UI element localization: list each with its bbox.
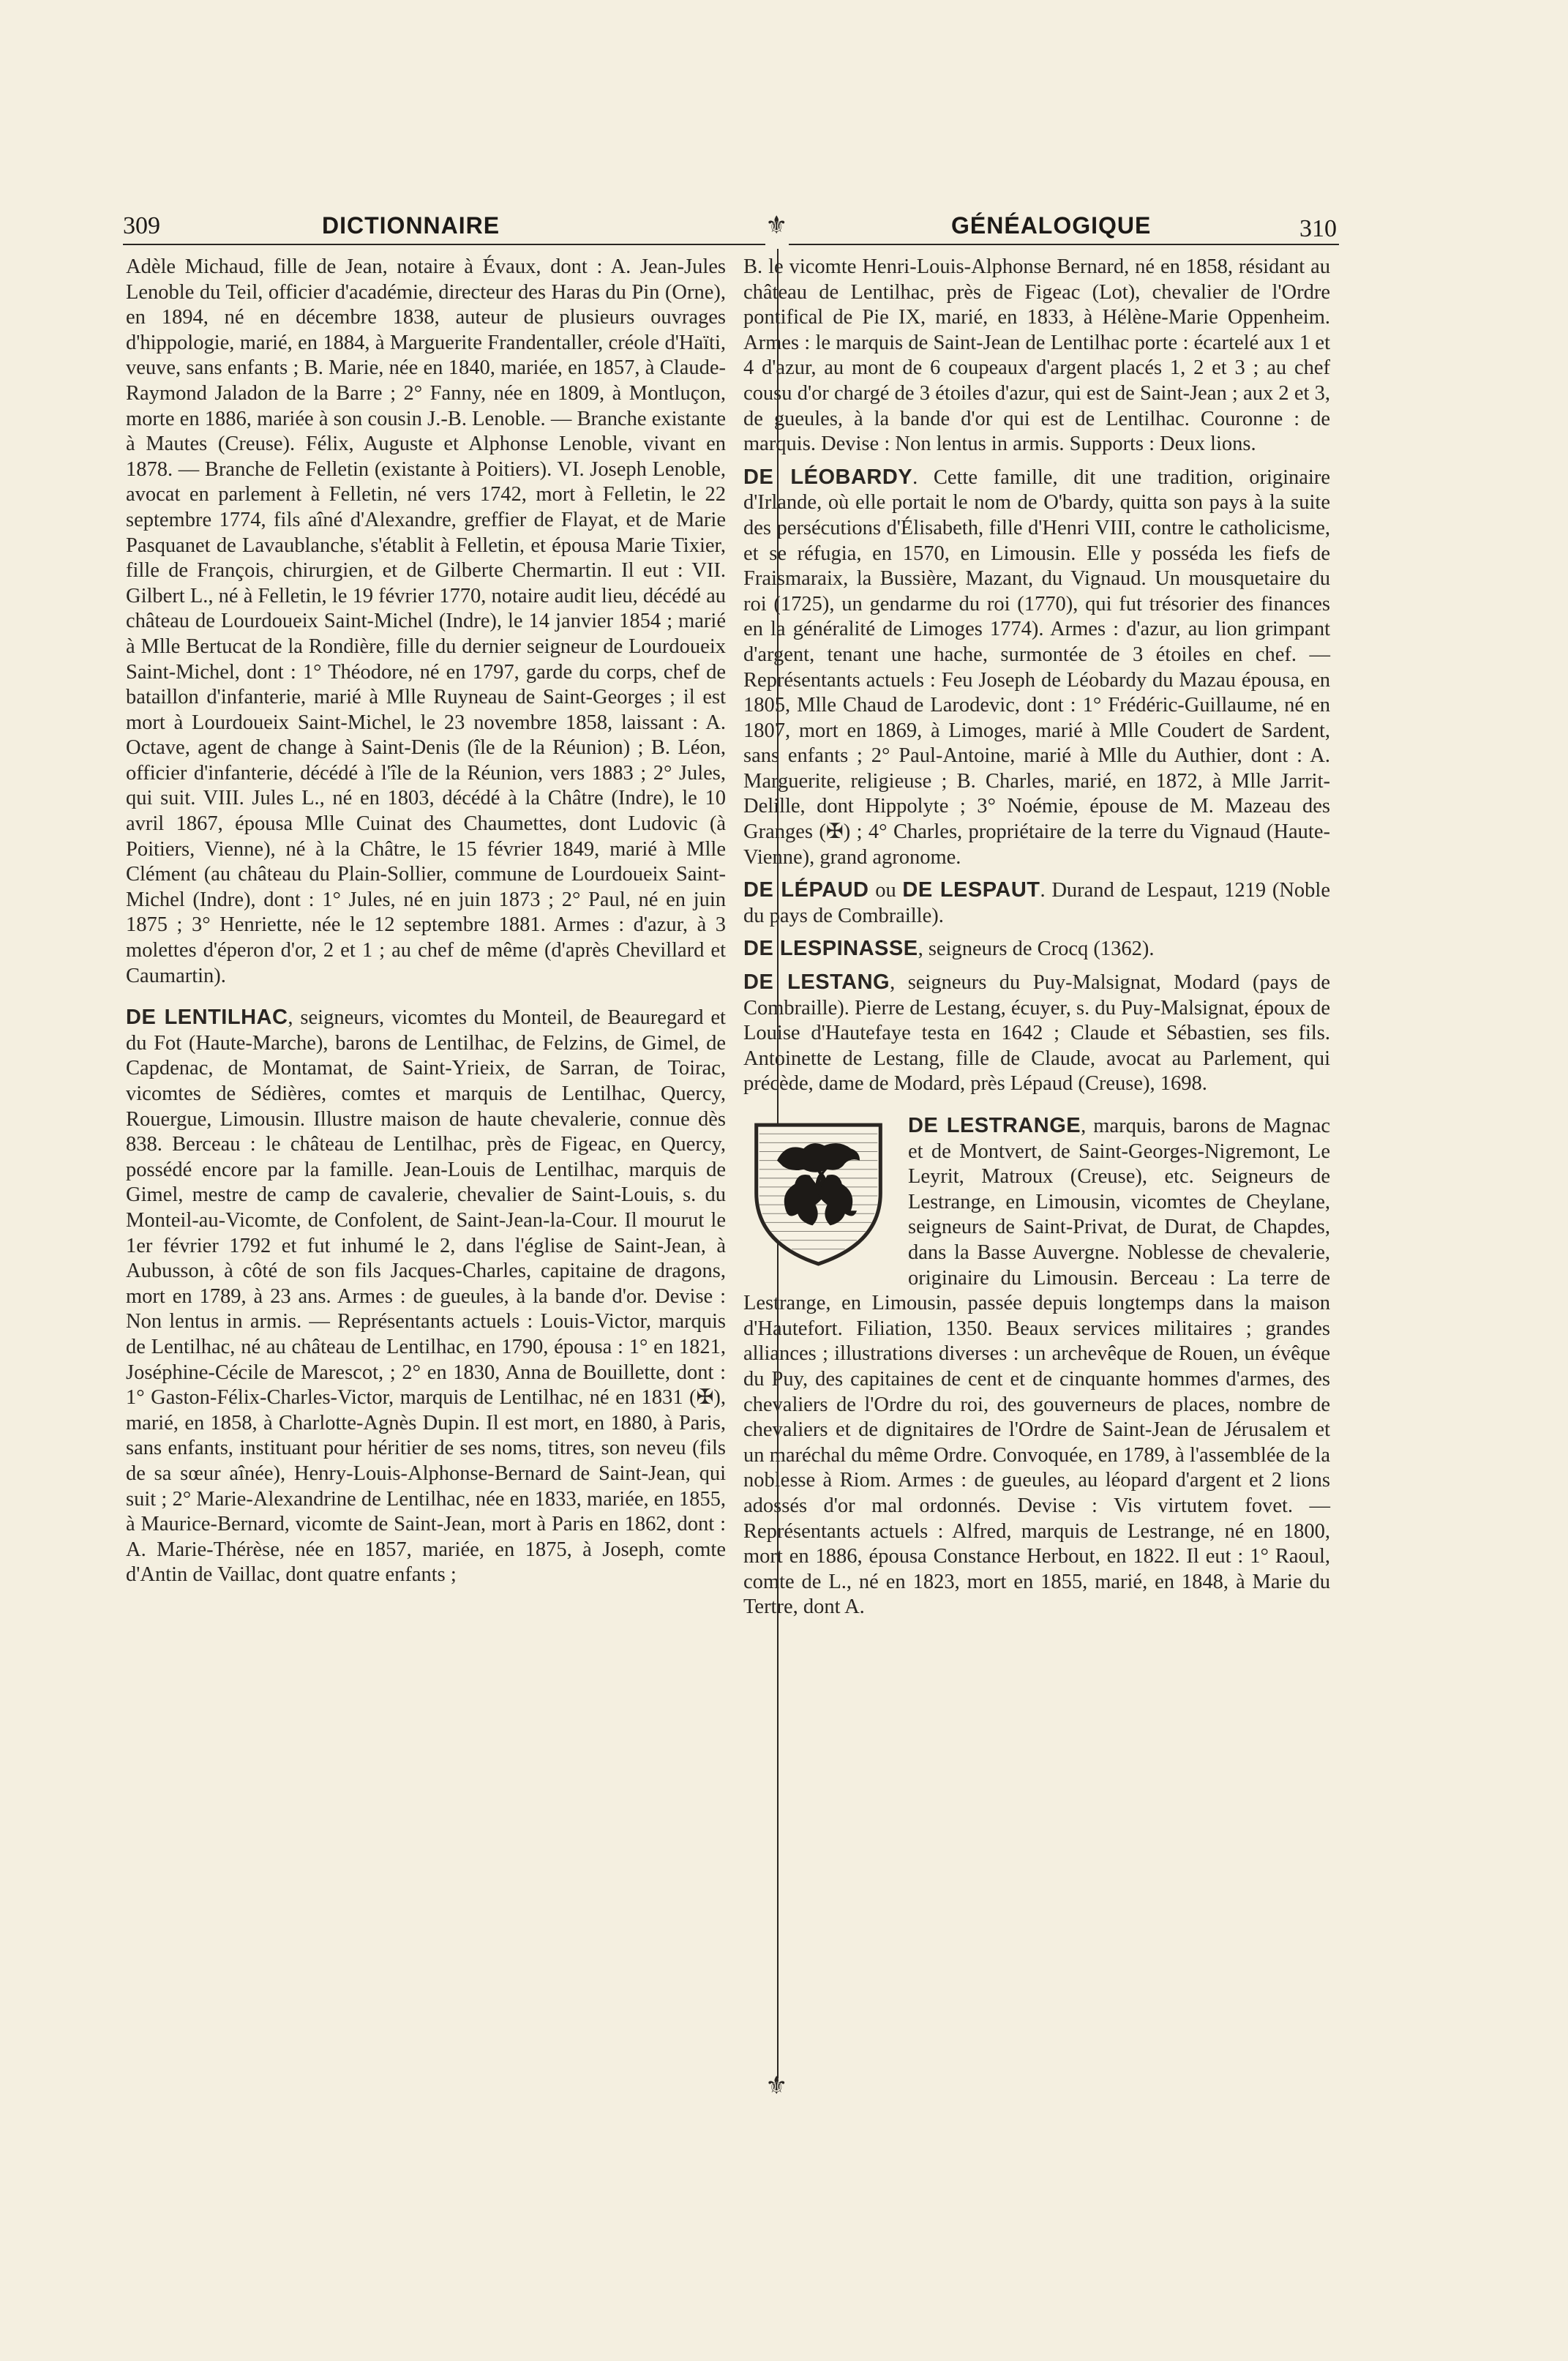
entry-text: . Cette famille, dit une tradition, originaire d'Irlande, où elle portait le nom de O'bardy, quitta son pays à la suite des persécutions d'Élisabeth, fille d'Henri VIII, contre le catholicisme, et se réfugia, en 1570, en Limousin. Elle y posséda les fiefs de Fraismaraix, la Bussière, Mazant, du Vignaud. Un mousquetaire du roi (1725), un gendarme du roi (1770), qui fut trésorier des finances en la généralité de Limoges 1774). Armes : d'azur, au lion grimpant d'argent, tenant une hache, surmontée de 3 étoiles en chef. — Représentants actuels : Feu Joseph de Léobardy du Mazau épousa, en 1805, Mlle Chaud de Larodevic, dont : 1° Frédéric-Guillaume, né en 1807, mort en 1869, à Limoges, marié à Mlle Coudert de Sardent, sans enfants ; 2° Paul-Antoine, marié à Mlle du Authier, dont : A. Marguerite, religieuse ; B. Charles, marié, en 1872, à Mlle Jarrit-Delille, dont Hippolyte ; 3° Noémie, épouse de M. Mazeau des Granges (✠) ; 4° Charles, propriétaire de la terre du Vignaud (Haute-Vienne), grand agronome.	[743, 465, 1330, 869]
coat-of-arms-icon	[743, 1116, 893, 1270]
entry-leobardy	[743, 465, 1330, 871]
lentilhac-continuation-text: B. le vicomte Henri-Louis-Alphonse Bernard, né en 1858, résidant au château de Lentilhac, près de Figeac (Lot), chevalier de l'Ordre pontifical de Pie IX, marié, en 1833, à Hélène-Marie Oppenheim. Armes : le marquis de Saint-Jean de Lentilhac porte : écartelé aux 1 et 4 d'azur, au mont de 6 coupeaux d'argent placés 1, 2 et 3 ; au chef cousu d'or chargé de 3 étoiles d'azur, qui est de Saint-Jean ; aux 2 et 3, de gueules, à la bande d'or qui est de Lentilhac. Couronne : de marquis. Devise : Non lentus in armis. Supports : Deux lions.	[743, 255, 1330, 456]
entry-lepaud	[743, 878, 1330, 929]
right-running-title: GÉNÉALOGIQUE	[951, 212, 1152, 239]
lenoble-continuation-text: Adèle Michaud, fille de Jean, notaire à Évaux, dont : A. Jean-Jules Lenoble du Teil, officier d'académie, directeur des Haras du Pin (Orne), en 1894, né en décembre 1838, auteur de plusieurs ouvrages d'hippologie, marié, en 1884, à Marguerite Frandentaller, créole d'Haïti, veuve, sans enfants ; B. Marie, née en 1840, mariée, en 1857, à Claude-Raymond Jaladon de la Barre ; 2° Fanny, née en 1809, à Montluçon, morte en 1886, mariée à son cousin J.-B. Lenoble. — Branche existante à Mautes (Creuse). Félix, Auguste et Alphonse Lenoble, vivant en 1878. — Branche de Felletin (existante à Poitiers). VI. Joseph Lenoble, avocat en parlement à Felletin, né vers 1742, mort à Felletin, le 22 septembre 1774, fils aîné d'Alexandre, greffier de Flayat, et de Marie Pasquanet de Lavaublanche, s'établit à Felletin, et épousa Marie Tixier, fille de François, chirurgien, et de Gilberte Chermartin. Il eut : VII. Gilbert L., né à Felletin, le 19 février 1770, notaire audit lieu, décédé au château de Lourdoueix Saint-Michel (Indre), le 14 janvier 1854 ; marié à Mlle Bertucat de la Rondière, fille du dernier seigneur de Lourdoueix Saint-Michel, dont : 1° Théodore, né en 1797, garde du corps, chef de bataillon d'infanterie, marié à Mlle Ruyneau de Saint-Georges ; il est mort à Lourdoueix Saint-Michel, le 23 novembre 1858, laissant : A. Octave, agent de change à Saint-Denis (île de la Réunion) ; B. Léon, officier d'infanterie, décédé à l'île de la Réunion, vers 1883 ; 2° Jules, qui suit. VIII. Jules L., né en 1803, décédé à la Châtre (Indre), le 10 avril 1867, épousa Mlle Cuinat des Chaumettes, dont Ludovic (à Poitiers, Vienne), né à la Châtre, le 15 février 1849, marié à Mlle Clément (au château du Plain-Sollier, commune de Lourdoueix Saint-Michel (Indre), dont : 1° Jules, né en juin 1873 ; 2° Paul, né en juin 1875 ; 3° Henriette, née le 12 septembre 1881. Armes : d'azur, à 3 molettes d'éperon d'or, 2 et 1 ; au chef de même (d'après Chevillard et Caumartin).	[126, 255, 726, 987]
entry-text: , marquis, barons de Magnac et de Montvert, de Saint-Georges-Nigremont, Le Leyrit, Matroux (Creuse), etc. Seigneurs de Lestrange, en Limousin, vicomtes de Cheylane, seigneurs de Saint-Privat, de Durat, de Chapdes, dans la Basse Auvergne. Noblesse de chevalerie, originaire du Limousin. Berceau : La terre de Lestrange, en Limousin, passée depuis longtemps dans la maison d'Hautefort. Filiation, 1350. Beaux services militaires ; grandes alliances ; illustrations diverses : un archevêque de Rouen, un évêque du Puy, des capitaines de cent et de cinquante hommes d'armes, des chevaliers de l'Ordre du roi, des gouverneurs de places, nombre de chevaliers et de dignitaires de l'Ordre de Saint-Jean de Jérusalem et un maréchal du même Ordre. Convoquée, en 1789, à l'assemblée de la noblesse à Riom. Armes : de gueules, au léopard d'argent et 2 lions adossés d'or mal ordonnés. Devise : Vis virtutem fovet. — Représentants actuels : Alfred, marquis de Lestrange, né en 1800, mort en 1886, épousa Constance Herbout, en 1822. Il eut : 1° Raoul, comte de L., né en 1823, mort en 1855, marié, en 1848, à Marie du Tertre, dont A.	[743, 1115, 1330, 1619]
entry-name-alt: DE LESPAUT	[902, 878, 1040, 902]
entry-lestang	[743, 970, 1330, 1097]
left-running-title: DICTIONNAIRE	[322, 212, 500, 239]
right-column	[743, 255, 1330, 1628]
header-rule-left	[123, 244, 765, 245]
entry-lentilhac	[126, 1005, 726, 1588]
left-page-number: 309	[123, 212, 160, 239]
right-page-number: 310	[1299, 215, 1337, 242]
entry-text: , seigneurs du Puy-Malsignat, Modard (pays de Combraille). Pierre de Lestang, écuyer, s. du Puy-Malsignat, époux de Louise d'Hautefaye testa en 1642 ; Claude et Sébastien, ses fils. Antoinette de Lestang, fille de Claude, avocat au Parlement, qui précède, dame de Modard, près Lépaud (Creuse), 1698.	[743, 971, 1330, 1096]
fleuron-ornament-icon: ⚜	[765, 2073, 788, 2100]
entry-text: ou	[869, 879, 903, 902]
fleuron-ornament-icon: ⚜	[765, 212, 788, 239]
entry-text: , seigneurs de Crocq (1362).	[918, 938, 1155, 961]
entry-lespinasse	[743, 936, 1330, 962]
entry-name: DE LÉPAUD	[743, 878, 869, 902]
left-column	[126, 255, 726, 1595]
entry-name: DE LÉOBARDY	[743, 465, 913, 489]
entry-name: DE LENTILHAC	[126, 1006, 288, 1030]
entry-lestrange	[743, 1113, 1330, 1620]
entry-name: DE LESTRANGE	[908, 1114, 1081, 1137]
entry-text: . Durand de Lespaut, 1219 (Noble du pays de Combraille).	[743, 879, 1330, 927]
entry-text: , seigneurs, vicomtes du Monteil, de Beauregard et du Fot (Haute-Marche), barons de Lentilhac, de Felzins, de Gimel, de Capdenac, de Montamat, de Saint-Yrieix, de Sarran, de Toirac, vicomtes de Sédières, comtes et marquis de Lentilhac, Quercy, Rouergue, Limousin. Illustre maison de haute chevalerie, connue dès 838. Berceau : le château de Lentilhac, près de Figeac, en Quercy, possédé encore par la famille. Jean-Louis de Lentilhac, marquis de Gimel, mestre de camp de cavalerie, chevalier de Saint-Louis, s. du Monteil-au-Vicomte, de Confolent, de Saint-Jean-la-Cour. Il mourut le 1er février 1792 et fut inhumé le 2, dans l'église de Saint-Jean, à Aubusson, à côté de son fils Jacques-Charles, capitaine de dragons, mort en 1789, à 23 ans. Armes : de gueules, à la bande d'or. Devise : Non lentus in armis. — Représentants actuels : Louis-Victor, marquis de Lentilhac, né au château de Lentilhac, en 1790, épousa : 1° en 1821, Joséphine-Cécile de Marescot, ; 2° en 1830, Anna de Bouillette, dont : 1° Gaston-Félix-Charles-Victor, marquis de Lentilhac, né en 1831 (✠), marié, en 1858, à Charlotte-Agnès Dupin. Il est mort, en 1880, à Paris, sans enfants, instituant pour héritier de ses noms, titres, son neveu (fils de sa sœur aînée), Henry-Louis-Alphonse-Bernard de Saint-Jean, qui suit ; 2° Marie-Alexandrine de Lentilhac, née en 1833, mariée, en 1855, à Maurice-Bernard, vicomte de Saint-Jean, mort à Paris en 1862, dont : A. Marie-Thérèse, née en 1857, mariée, en 1875, à Joseph, comte d'Antin de Vaillac, dont quatre enfants ;	[126, 1006, 726, 1587]
entry-name: DE LESTANG	[743, 970, 890, 995]
entry-name: DE LESPINASSE	[743, 937, 918, 961]
header-rule-right	[789, 244, 1339, 245]
